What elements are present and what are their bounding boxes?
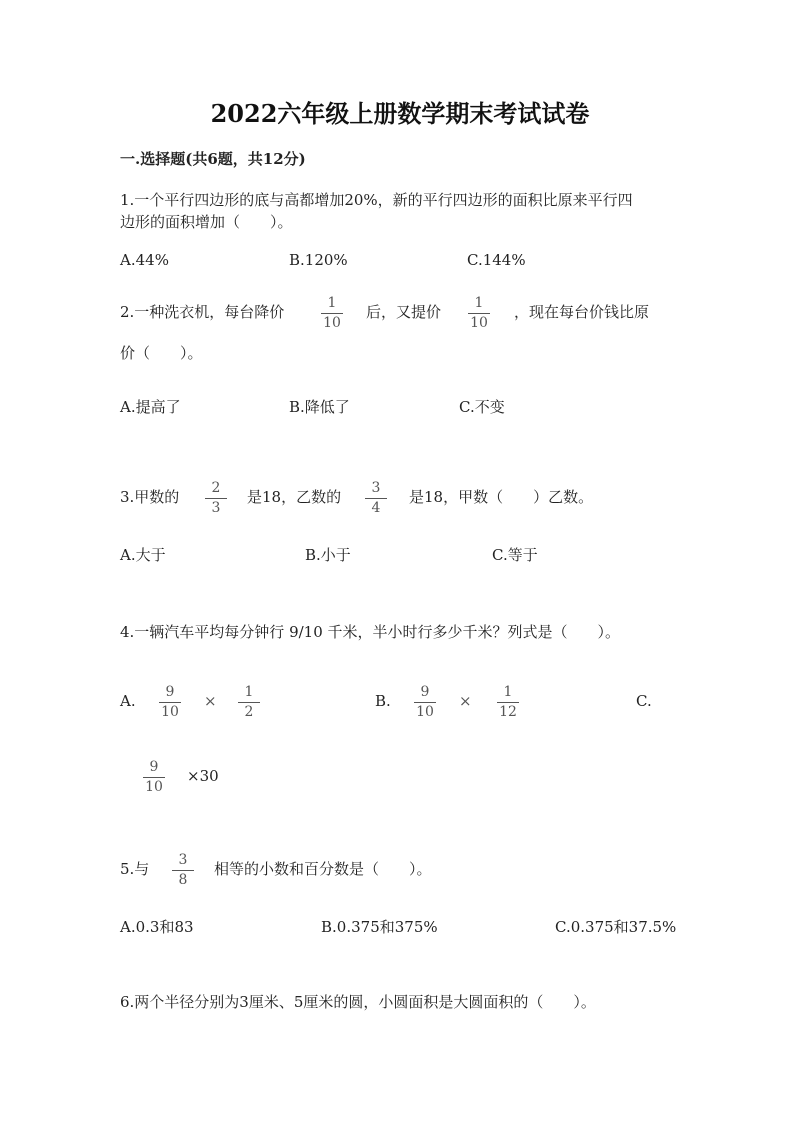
fraction-bar <box>414 702 436 703</box>
question-4-option-a-fraction-2 <box>236 684 262 721</box>
multiply-sign: × <box>204 692 217 710</box>
question-4-option-c-rest: ×30 <box>187 767 219 785</box>
question-3-text-part-2: 是18，乙数的 <box>247 488 342 506</box>
question-5-option-b[interactable]: B.0.375和375% <box>321 918 438 936</box>
fraction-bar <box>365 498 387 499</box>
question-2-fraction-1 <box>319 295 345 332</box>
question-5-fraction <box>170 852 196 889</box>
question-2-option-a[interactable]: A.提高了 <box>120 398 181 416</box>
question-2-line-2: 价（ ）。 <box>120 344 203 362</box>
fraction-bar <box>159 702 181 703</box>
question-4-option-b-fraction-1 <box>412 684 438 721</box>
fraction-numerator: 2 <box>211 480 221 496</box>
fraction-numerator: 1 <box>503 684 513 700</box>
question-6-text: 6.两个半径分别为3厘米、5厘米的圆，小圆面积是大圆面积的（ ）。 <box>120 993 596 1011</box>
question-4-option-b-label[interactable]: B. <box>375 692 391 710</box>
section-heading: 一.选择题(共6题，共12分) <box>120 150 306 168</box>
fraction-bar <box>468 313 490 314</box>
fraction-numerator: 9 <box>165 684 175 700</box>
question-2-text-part-3: ，现在每台价钱比原 <box>514 303 650 321</box>
fraction-denominator: 3 <box>211 500 221 516</box>
fraction-denominator: 12 <box>499 704 517 720</box>
fraction-denominator: 2 <box>244 704 254 720</box>
fraction-denominator: 10 <box>470 315 488 331</box>
fraction-denominator: 10 <box>416 704 434 720</box>
question-5-text-part-1: 5.与 <box>120 860 150 878</box>
question-2-fraction-2 <box>466 295 492 332</box>
question-4-text: 4.一辆汽车平均每分钟行 9/10 千米，半小时行多少千米？列式是（ ）。 <box>120 623 621 641</box>
fraction-denominator: 10 <box>145 779 163 795</box>
fraction-bar <box>205 498 227 499</box>
question-3-fraction-2 <box>363 480 389 517</box>
question-4-option-b-fraction-2 <box>495 684 521 721</box>
fraction-numerator: 3 <box>178 852 188 868</box>
question-3-option-c[interactable]: C.等于 <box>492 546 538 564</box>
fraction-denominator: 10 <box>161 704 179 720</box>
fraction-numerator: 3 <box>371 480 381 496</box>
question-1-option-b[interactable]: B.120% <box>289 251 348 269</box>
fraction-numerator: 9 <box>420 684 430 700</box>
question-5-option-a[interactable]: A.0.3和83 <box>120 918 194 936</box>
question-3-fraction-1 <box>203 480 229 517</box>
fraction-denominator: 4 <box>371 500 381 516</box>
fraction-numerator: 9 <box>149 759 159 775</box>
fraction-bar <box>143 777 165 778</box>
fraction-numerator: 1 <box>244 684 254 700</box>
fraction-numerator: 1 <box>327 295 337 311</box>
question-5-text-part-2: 相等的小数和百分数是（ ）。 <box>214 860 432 878</box>
question-2-text-part-1: 2.一种洗衣机，每台降价 <box>120 303 285 321</box>
question-1-option-c[interactable]: C.144% <box>467 251 526 269</box>
fraction-bar <box>497 702 519 703</box>
multiply-sign: × <box>459 692 472 710</box>
question-1-line-1: 1.一个平行四边形的底与高都增加20%，新的平行四边形的面积比原来平行四 <box>120 191 633 209</box>
question-4-option-a-fraction-1 <box>157 684 183 721</box>
question-3-option-a[interactable]: A.大于 <box>120 546 166 564</box>
question-4-option-a-label[interactable]: A. <box>120 692 136 710</box>
question-3-text-part-1: 3.甲数的 <box>120 488 180 506</box>
fraction-numerator: 1 <box>474 295 484 311</box>
question-3-text-part-3: 是18，甲数（ ）乙数。 <box>409 488 594 506</box>
question-1-option-a[interactable]: A.44% <box>120 251 169 269</box>
fraction-bar <box>321 313 343 314</box>
question-4-option-c-label[interactable]: C. <box>636 692 652 710</box>
question-2-option-b[interactable]: B.降低了 <box>289 398 350 416</box>
question-2-text-part-2: 后，又提价 <box>366 303 442 321</box>
page-title: 2022六年级上册数学期末考试试卷 <box>210 99 590 128</box>
question-1-line-2: 边形的面积增加（ ）。 <box>120 213 293 231</box>
fraction-denominator: 10 <box>323 315 341 331</box>
question-2-option-c[interactable]: C.不变 <box>459 398 505 416</box>
fraction-bar <box>238 702 260 703</box>
question-5-option-c[interactable]: C.0.375和37.5% <box>555 918 677 936</box>
question-3-option-b[interactable]: B.小于 <box>305 546 351 564</box>
fraction-bar <box>172 870 194 871</box>
fraction-denominator: 8 <box>178 872 188 888</box>
question-4-option-c-fraction <box>141 759 167 796</box>
